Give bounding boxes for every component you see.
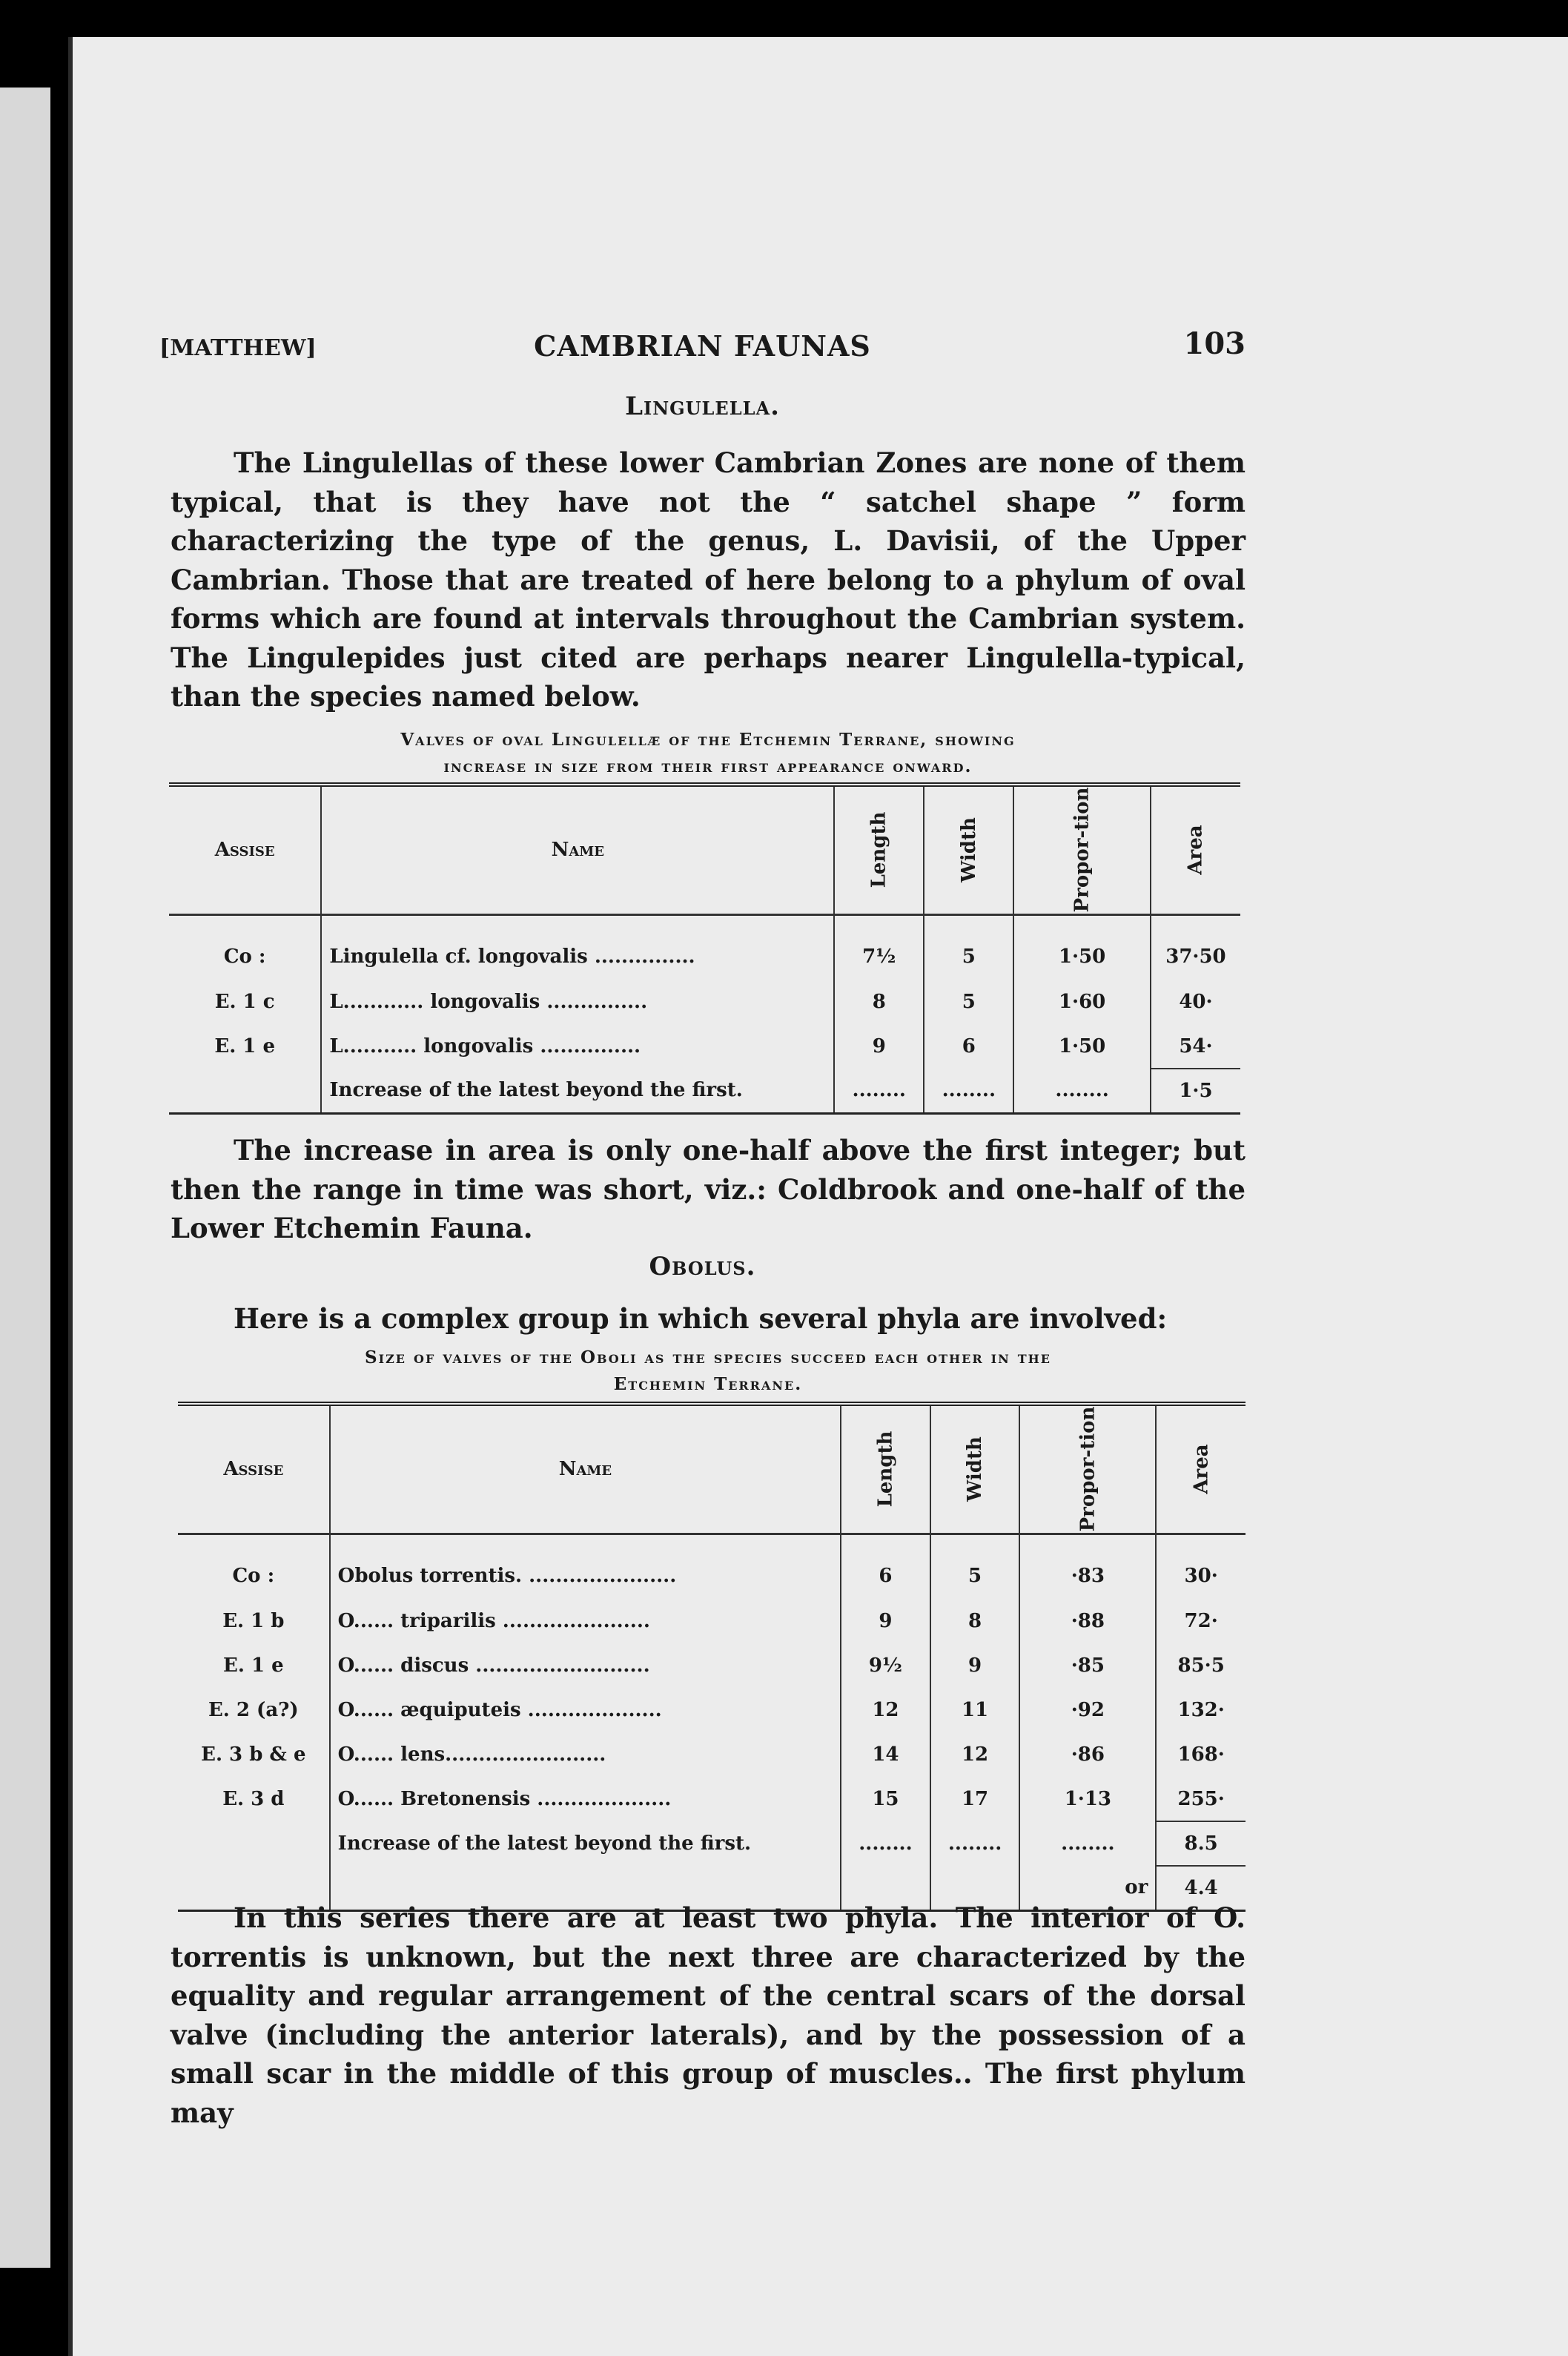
cell-empty bbox=[169, 1069, 321, 1113]
cell-length: 6 bbox=[841, 1534, 930, 1599]
table-row bbox=[178, 1732, 1246, 1777]
table-row bbox=[178, 1599, 1246, 1643]
cell-proportion: 1·60 bbox=[1013, 980, 1151, 1024]
column-header-name: Name bbox=[321, 785, 834, 914]
cell-width: 11 bbox=[930, 1688, 1020, 1732]
table-row bbox=[178, 1643, 1246, 1688]
cell-width: 6 bbox=[924, 1024, 1013, 1069]
cell-empty bbox=[178, 1821, 330, 1866]
column-header-width-text: Width bbox=[957, 817, 980, 883]
table-row bbox=[169, 980, 1240, 1024]
increase-value: 8.5 bbox=[1156, 1821, 1246, 1866]
column-header-length bbox=[834, 785, 924, 914]
cell-length: 8 bbox=[834, 980, 924, 1024]
cell-length: 9½ bbox=[841, 1643, 930, 1688]
cell-assise: E. 2 (a?) bbox=[208, 1699, 299, 1721]
column-header-assise: Assise bbox=[178, 1404, 330, 1534]
cell-proportion: ·83 bbox=[1019, 1534, 1156, 1599]
cell-area: 72· bbox=[1156, 1599, 1246, 1643]
cell-proportion: ·85 bbox=[1019, 1643, 1156, 1688]
column-header-area-text: Area bbox=[1190, 1444, 1213, 1494]
cell-empty: ........ bbox=[834, 1069, 924, 1113]
column-header-length-text: Length bbox=[867, 811, 890, 888]
paragraph-increase-text: The increase in area is only one-half above the first integer; but then the range in time was short, viz.: Coldbrook and one-half of the Lower Etchemin Fauna. bbox=[171, 1134, 1246, 1244]
paragraph-increase bbox=[171, 1131, 1246, 1248]
header-author: [MATTHEW] bbox=[159, 335, 317, 361]
table-row bbox=[178, 1688, 1246, 1732]
column-header-name: Name bbox=[330, 1404, 841, 1534]
table-row bbox=[178, 1777, 1246, 1821]
increase-label: Increase of the latest beyond the first. bbox=[321, 1069, 834, 1113]
cell-assise: E. 3 b & e bbox=[201, 1743, 306, 1766]
cell-area: 168· bbox=[1156, 1732, 1246, 1777]
or-value: 4.4 bbox=[1156, 1866, 1246, 1910]
cell-name: L........... longovalis ............... bbox=[321, 1024, 834, 1069]
cell-empty: ........ bbox=[930, 1821, 1020, 1866]
cell-name: Lingulella cf. longovalis ............... bbox=[321, 914, 834, 980]
column-header-proportion-text: Propor-tion bbox=[1076, 1406, 1099, 1532]
cell-length: 9 bbox=[834, 1024, 924, 1069]
cell-area: 37·50 bbox=[1151, 914, 1240, 980]
cell-proportion: ·86 bbox=[1019, 1732, 1156, 1777]
cell-assise: E. 1 e bbox=[214, 1035, 275, 1057]
column-header-proportion bbox=[1019, 1404, 1156, 1534]
cell-length: 7½ bbox=[834, 914, 924, 980]
table-row bbox=[169, 1024, 1240, 1069]
cell-proportion: 1·13 bbox=[1019, 1777, 1156, 1821]
increase-row bbox=[169, 1069, 1240, 1113]
cell-length: 12 bbox=[841, 1688, 930, 1732]
cell-proportion: 1·50 bbox=[1013, 1024, 1151, 1069]
cell-width: 5 bbox=[930, 1534, 1020, 1599]
cell-assise: E. 3 d bbox=[222, 1788, 285, 1810]
cell-assise: E. 1 b bbox=[222, 1610, 285, 1632]
cell-width: 5 bbox=[924, 980, 1013, 1024]
table1-caption bbox=[159, 727, 1257, 780]
cell-assise: Co : bbox=[223, 945, 266, 968]
increase-label: Increase of the latest beyond the first. bbox=[330, 1821, 841, 1866]
cell-proportion: ·88 bbox=[1019, 1599, 1156, 1643]
column-header-proportion-text: Propor-tion bbox=[1071, 787, 1094, 913]
running-header bbox=[159, 326, 1246, 371]
cell-area: 54· bbox=[1151, 1024, 1240, 1069]
paragraph-series bbox=[171, 1898, 1246, 2132]
cell-length: 14 bbox=[841, 1732, 930, 1777]
cell-width: 5 bbox=[924, 914, 1013, 980]
table2-caption bbox=[159, 1344, 1257, 1398]
column-header-area bbox=[1156, 1404, 1246, 1534]
column-header-length bbox=[841, 1404, 930, 1534]
table-header-row bbox=[178, 1404, 1246, 1534]
section-title-lingulella: Lingulella. bbox=[625, 392, 780, 421]
cell-area: 40· bbox=[1151, 980, 1240, 1024]
cell-name: O...... lens........................ bbox=[330, 1732, 841, 1777]
table-row bbox=[169, 914, 1240, 980]
lingulella-table bbox=[169, 782, 1240, 1115]
cell-width: 9 bbox=[930, 1643, 1020, 1688]
column-header-area-text: Area bbox=[1184, 825, 1207, 875]
cell-width: 8 bbox=[930, 1599, 1020, 1643]
page-number: 103 bbox=[1183, 326, 1246, 361]
paragraph-lingulella bbox=[171, 443, 1246, 716]
cell-name: O...... discus .......................... bbox=[330, 1643, 841, 1688]
previous-page-edge bbox=[0, 88, 50, 2268]
obolus-table bbox=[178, 1402, 1246, 1912]
cell-length: 15 bbox=[841, 1777, 930, 1821]
cell-empty: ........ bbox=[1019, 1821, 1156, 1866]
cell-width: 12 bbox=[930, 1732, 1020, 1777]
cell-empty: ........ bbox=[841, 1821, 930, 1866]
table-header-row bbox=[169, 785, 1240, 914]
cell-name: Obolus torrentis. ...................... bbox=[330, 1534, 841, 1599]
column-header-width bbox=[930, 1404, 1020, 1534]
paragraph-obolus-intro-text: Here is a complex group in which several phyla are involved: bbox=[234, 1302, 1168, 1335]
column-header-proportion bbox=[1013, 785, 1151, 914]
cell-area: 30· bbox=[1156, 1534, 1246, 1599]
column-header-area bbox=[1151, 785, 1240, 914]
paragraph-lingulella-text: The Lingulellas of these lower Cambrian Zones are none of them typical, that is they have not the “ satchel shape ” form characterizing the type of the genus, L. Davisii, of the Upper Cambrian. Those that are treated of here belong to a phylum of oval forms which are found at intervals throughout the Cambrian system. The Lingulepides just cited are perhaps nearer Lingulella-typical, than the species named below. bbox=[171, 446, 1246, 713]
column-header-assise: Assise bbox=[169, 785, 321, 914]
column-header-length-text: Length bbox=[874, 1431, 897, 1508]
table2-caption-line1: Size of valves of the Oboli as the species succeed each other in the bbox=[365, 1347, 1051, 1367]
cell-empty: ........ bbox=[924, 1069, 1013, 1113]
section-title-obolus: Obolus. bbox=[649, 1252, 756, 1281]
table1-caption-line1: Valves of oval Lingulellæ of the Etchemin Terrane, showing bbox=[400, 730, 1016, 750]
cell-assise: Co : bbox=[232, 1564, 275, 1587]
increase-row bbox=[178, 1821, 1246, 1866]
cell-name: O...... Bretonensis .................... bbox=[330, 1777, 841, 1821]
table2-caption-line2: Etchemin Terrane. bbox=[613, 1374, 803, 1394]
cell-area: 132· bbox=[1156, 1688, 1246, 1732]
cell-empty: ........ bbox=[1013, 1069, 1151, 1113]
cell-assise: E. 1 c bbox=[214, 991, 275, 1013]
cell-length: 9 bbox=[841, 1599, 930, 1643]
paragraph-obolus-intro bbox=[171, 1299, 1246, 1339]
cell-proportion: 1·50 bbox=[1013, 914, 1151, 980]
column-header-width-text: Width bbox=[964, 1436, 987, 1502]
cell-area: 85·5 bbox=[1156, 1643, 1246, 1688]
cell-assise: E. 1 e bbox=[223, 1654, 284, 1677]
cell-name: O...... æquiputeis .................... bbox=[330, 1688, 841, 1732]
paragraph-series-text: In this series there are at least two phyla. The interior of O. torrentis is unknown, but the next three are characterized by the equality and regular arrangement of the central scars of the dorsal valve (including the anterior laterals), and by the possession of a small scar in the middle of this group of muscles.. The first phylum may bbox=[171, 1901, 1246, 2129]
header-title: CAMBRIAN FAUNAS bbox=[534, 329, 871, 363]
increase-value: 1·5 bbox=[1151, 1069, 1240, 1113]
cell-area: 255· bbox=[1156, 1777, 1246, 1821]
or-label: or bbox=[1019, 1866, 1156, 1910]
cell-proportion: ·92 bbox=[1019, 1688, 1156, 1732]
table1-caption-line2: increase in size from their first appearance onward. bbox=[443, 756, 973, 776]
cell-width: 17 bbox=[930, 1777, 1020, 1821]
column-header-width bbox=[924, 785, 1013, 914]
cell-name: O...... triparilis ...................... bbox=[330, 1599, 841, 1643]
cell-name: L............ longovalis ............... bbox=[321, 980, 834, 1024]
table-row bbox=[178, 1534, 1246, 1599]
